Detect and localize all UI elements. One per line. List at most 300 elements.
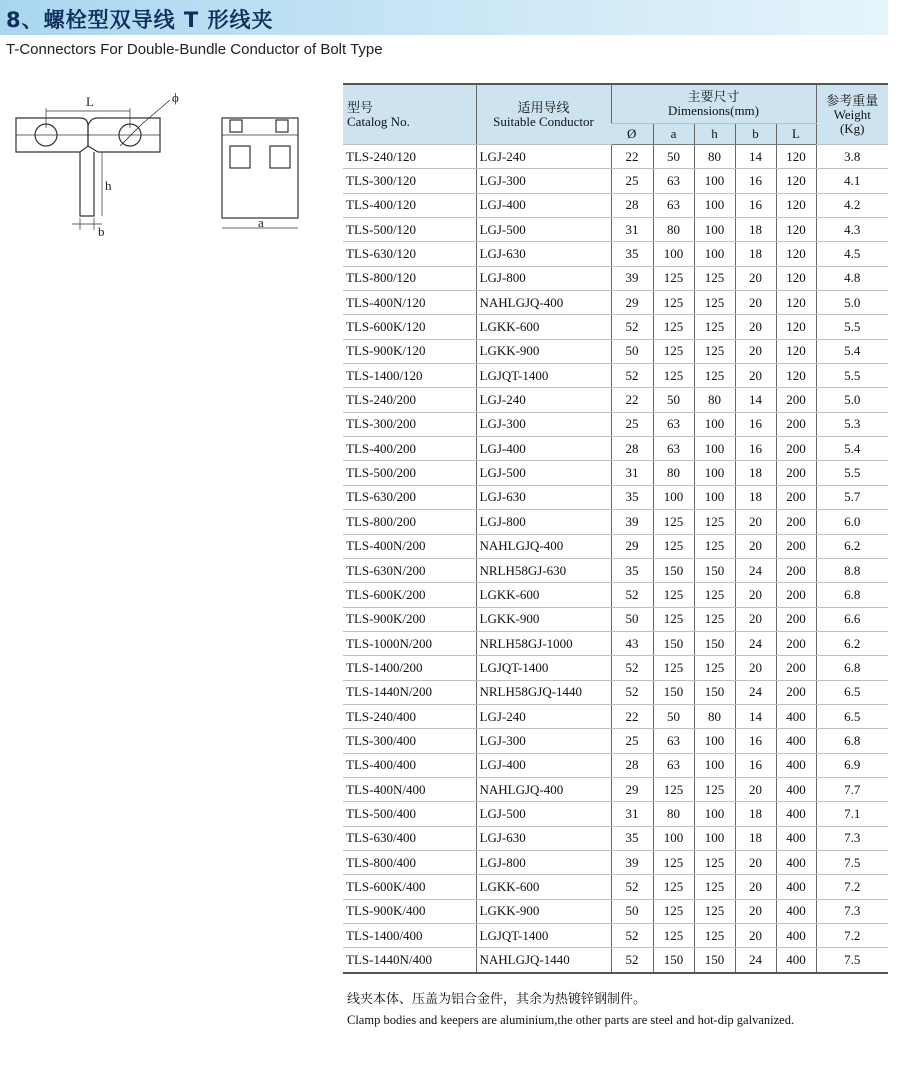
table-cell: 100 [694,461,735,485]
table-cell: 43 [611,631,653,655]
table-cell: 125 [653,291,694,315]
table-cell: 24 [735,558,776,582]
table-cell: LGJ-800 [476,510,611,534]
table-cell: 6.0 [816,510,888,534]
table-cell: 125 [694,534,735,558]
table-row [343,583,888,607]
table-cell: 125 [694,315,735,339]
table-cell: 4.1 [816,169,888,193]
table-row [343,680,888,704]
table-row [343,193,888,217]
table-cell: 63 [653,169,694,193]
table-cell: 100 [694,242,735,266]
table-cell: 200 [776,461,816,485]
table-cell: 125 [653,607,694,631]
table-cell: 20 [735,777,776,801]
table-cell: 7.3 [816,899,888,923]
table-row [343,802,888,826]
table-cell: 120 [776,315,816,339]
table-cell: 24 [735,948,776,973]
table-cell: LGKK-900 [476,607,611,631]
table-row [343,364,888,388]
table-cell: 14 [735,704,776,728]
table-cell: 24 [735,631,776,655]
header-weight: 参考重量 Weight (Kg) [816,84,888,145]
table-cell: 200 [776,412,816,436]
table-cell: 63 [653,193,694,217]
table-cell: 100 [653,485,694,509]
table-cell: 400 [776,704,816,728]
table-cell: 16 [735,169,776,193]
table-cell: 50 [653,704,694,728]
table-cell: 8.8 [816,558,888,582]
table-cell: 125 [694,777,735,801]
header-catalog: 型号 Catalog No. [343,84,476,145]
table-cell: 7.7 [816,777,888,801]
table-cell: 20 [735,266,776,290]
note-english: Clamp bodies and keepers are aluminium,the other parts are steel and hot-dip galvanized. [347,1013,795,1027]
table-cell: 120 [776,218,816,242]
table-cell: NAHLGJQ-400 [476,291,611,315]
table-cell: TLS-800/120 [343,266,476,290]
page-subtitle: T-Connectors For Double-Bundle Conductor of Bolt Type [6,41,383,58]
table-cell: 7.5 [816,948,888,973]
table-cell: 20 [735,899,776,923]
table-cell: 20 [735,510,776,534]
table-cell: TLS-900K/200 [343,607,476,631]
notes [347,988,794,1028]
table-cell: 125 [694,291,735,315]
table-row [343,631,888,655]
table-row [343,291,888,315]
table-cell: TLS-500/120 [343,218,476,242]
table-cell: 125 [653,875,694,899]
table-cell: 120 [776,266,816,290]
table-cell: 400 [776,729,816,753]
table-cell: LGJ-630 [476,485,611,509]
table-cell: TLS-630/120 [343,242,476,266]
table-row [343,266,888,290]
table-cell: 35 [611,558,653,582]
table-cell: TLS-400N/120 [343,291,476,315]
table-cell: 400 [776,948,816,973]
table-cell: TLS-500/400 [343,802,476,826]
table-cell: 52 [611,315,653,339]
table-cell: 52 [611,680,653,704]
table-cell: 100 [694,169,735,193]
table-cell: TLS-900K/400 [343,899,476,923]
table-cell: 120 [776,242,816,266]
table-cell: 120 [776,169,816,193]
table-cell: 80 [694,704,735,728]
table-cell: LGJ-300 [476,412,611,436]
table-row [343,145,888,169]
table-cell: 28 [611,193,653,217]
table-row [343,437,888,461]
table-cell: 120 [776,339,816,363]
table-cell: 6.9 [816,753,888,777]
table-cell: 400 [776,924,816,948]
table-cell: 18 [735,461,776,485]
table-row [343,826,888,850]
table-cell: 100 [653,826,694,850]
table-cell: 52 [611,364,653,388]
table-cell: LGJ-400 [476,193,611,217]
table-cell: 29 [611,777,653,801]
table-cell: 6.5 [816,704,888,728]
table-cell: 20 [735,607,776,631]
table-cell: 20 [735,583,776,607]
subheader-L: L [776,124,816,145]
table-cell: 4.2 [816,193,888,217]
table-row [343,924,888,948]
subheader-a: a [653,124,694,145]
table-cell: 25 [611,412,653,436]
table-cell: 80 [694,145,735,169]
table-cell: TLS-240/120 [343,145,476,169]
table-cell: 25 [611,729,653,753]
table-cell: LGJ-300 [476,729,611,753]
table-cell: 52 [611,656,653,680]
table-cell: 18 [735,802,776,826]
table-cell: 63 [653,437,694,461]
table-cell: TLS-1400/200 [343,656,476,680]
table-cell: NRLH58GJ-1000 [476,631,611,655]
table-cell: TLS-300/400 [343,729,476,753]
table-cell: TLS-300/200 [343,412,476,436]
connector-drawing [8,88,308,238]
table-cell: 5.4 [816,339,888,363]
table-cell: TLS-600K/120 [343,315,476,339]
dim-label-L: L [86,94,94,109]
table-cell: 120 [776,145,816,169]
table-cell: 6.2 [816,631,888,655]
table-cell: 16 [735,193,776,217]
table-cell: 39 [611,510,653,534]
table-cell: LGJ-240 [476,388,611,412]
table-cell: LGKK-900 [476,899,611,923]
table-cell: 16 [735,412,776,436]
t-stem-shape [80,152,94,216]
subheader-h: h [694,124,735,145]
table-row [343,558,888,582]
table-cell: TLS-400N/200 [343,534,476,558]
table-cell: 5.0 [816,388,888,412]
table-cell: 5.5 [816,315,888,339]
table-cell: 24 [735,680,776,704]
table-cell: 80 [653,802,694,826]
table-cell: LGJ-800 [476,266,611,290]
table-cell: 20 [735,291,776,315]
table-cell: 7.3 [816,826,888,850]
table-cell: 400 [776,802,816,826]
table-cell: 400 [776,753,816,777]
table-cell: 125 [694,339,735,363]
table-cell: TLS-1400/400 [343,924,476,948]
table-cell: 400 [776,826,816,850]
table-cell: 6.5 [816,680,888,704]
table-cell: 6.8 [816,583,888,607]
table-cell: 100 [653,242,694,266]
table-cell: 100 [694,826,735,850]
table-cell: LGJ-400 [476,437,611,461]
table-cell: 125 [694,583,735,607]
page-title: 8、螺栓型双导线 T 形线夹 [6,8,274,32]
table-row [343,875,888,899]
table-cell: 4.8 [816,266,888,290]
table-cell: 125 [653,339,694,363]
dim-label-b: b [98,224,105,238]
table-cell: 7.2 [816,875,888,899]
table-cell: 100 [694,193,735,217]
table-cell: 100 [694,218,735,242]
table-cell: 63 [653,729,694,753]
table-cell: 5.3 [816,412,888,436]
table-cell: 5.7 [816,485,888,509]
table-cell: 28 [611,753,653,777]
table-cell: 16 [735,753,776,777]
table-cell: 16 [735,729,776,753]
table-cell: 120 [776,193,816,217]
table-row [343,534,888,558]
spec-table-body [343,145,888,973]
table-cell: 18 [735,218,776,242]
table-cell: 20 [735,924,776,948]
table-cell: 100 [694,437,735,461]
table-cell: LGJQT-1400 [476,924,611,948]
table-cell: TLS-400/200 [343,437,476,461]
table-cell: NAHLGJQ-400 [476,777,611,801]
table-cell: LGJ-630 [476,242,611,266]
table-cell: 20 [735,875,776,899]
spec-table [343,83,888,974]
table-cell: 125 [694,364,735,388]
table-cell: 125 [653,266,694,290]
table-cell: LGJQT-1400 [476,656,611,680]
table-cell: TLS-1400/120 [343,364,476,388]
table-cell: TLS-500/200 [343,461,476,485]
table-cell: 125 [694,656,735,680]
table-cell: 5.5 [816,364,888,388]
table-cell: 400 [776,850,816,874]
table-cell: TLS-800/400 [343,850,476,874]
table-cell: 4.5 [816,242,888,266]
table-cell: 80 [694,388,735,412]
table-cell: 14 [735,388,776,412]
header-conductor: 适用导线 Suitable Conductor [476,84,611,145]
table-row [343,218,888,242]
table-cell: 18 [735,826,776,850]
table-cell: 6.6 [816,607,888,631]
table-cell: NRLH58GJ-630 [476,558,611,582]
table-cell: 3.8 [816,145,888,169]
table-row [343,607,888,631]
table-cell: 125 [694,899,735,923]
table-cell: 50 [611,899,653,923]
table-cell: LGJ-400 [476,753,611,777]
table-cell: TLS-630N/200 [343,558,476,582]
table-cell: LGJQT-1400 [476,364,611,388]
table-cell: LGJ-240 [476,704,611,728]
table-cell: 35 [611,826,653,850]
table-cell: 100 [694,802,735,826]
table-cell: LGJ-300 [476,169,611,193]
table-row [343,315,888,339]
table-cell: 80 [653,461,694,485]
table-cell: 150 [653,558,694,582]
table-cell: TLS-400N/400 [343,777,476,801]
table-cell: TLS-1440N/400 [343,948,476,973]
table-cell: 200 [776,534,816,558]
table-row [343,704,888,728]
table-cell: 125 [653,315,694,339]
table-row [343,169,888,193]
table-cell: 29 [611,291,653,315]
table-cell: 20 [735,534,776,558]
table-cell: 125 [653,510,694,534]
table-cell: 6.8 [816,656,888,680]
table-cell: 5.4 [816,437,888,461]
table-cell: 125 [653,656,694,680]
table-cell: 200 [776,680,816,704]
table-cell: 29 [611,534,653,558]
table-cell: 200 [776,631,816,655]
table-cell: 100 [694,753,735,777]
table-cell: 125 [653,899,694,923]
table-cell: TLS-600K/400 [343,875,476,899]
table-cell: 125 [694,266,735,290]
table-cell: NAHLGJQ-1440 [476,948,611,973]
table-cell: 39 [611,850,653,874]
table-cell: TLS-630/400 [343,826,476,850]
table-cell: 39 [611,266,653,290]
table-cell: TLS-240/400 [343,704,476,728]
subheader-b: b [735,124,776,145]
table-cell: 120 [776,291,816,315]
table-cell: 120 [776,364,816,388]
table-cell: 63 [653,412,694,436]
table-cell: 50 [611,607,653,631]
table-cell: 25 [611,169,653,193]
table-cell: 100 [694,412,735,436]
table-cell: 150 [694,558,735,582]
table-cell: 150 [694,948,735,973]
table-cell: 100 [694,485,735,509]
table-cell: 125 [694,607,735,631]
dim-label-a: a [258,215,264,230]
table-cell: 150 [653,948,694,973]
table-cell: 35 [611,485,653,509]
table-cell: LGJ-240 [476,145,611,169]
table-cell: 14 [735,145,776,169]
table-cell: 150 [653,631,694,655]
table-cell: LGJ-500 [476,461,611,485]
title-bar [0,0,888,35]
table-cell: 52 [611,924,653,948]
table-cell: 150 [694,680,735,704]
table-cell: LGJ-500 [476,218,611,242]
table-cell: 125 [653,534,694,558]
table-row [343,485,888,509]
table-cell: 20 [735,364,776,388]
table-cell: TLS-600K/200 [343,583,476,607]
table-row [343,729,888,753]
table-cell: LGJ-800 [476,850,611,874]
table-cell: 52 [611,875,653,899]
table-cell: TLS-240/200 [343,388,476,412]
table-cell: 400 [776,899,816,923]
table-cell: 20 [735,850,776,874]
table-cell: 52 [611,948,653,973]
table-row [343,850,888,874]
table-row [343,339,888,363]
subheader-phi: Ø [611,124,653,145]
table-cell: 22 [611,388,653,412]
table-cell: 31 [611,802,653,826]
table-cell: 7.5 [816,850,888,874]
table-cell: 200 [776,607,816,631]
table-cell: 200 [776,656,816,680]
header-dimensions: 主要尺寸 Dimensions(mm) [611,84,816,124]
table-row [343,777,888,801]
table-cell: 31 [611,218,653,242]
table-cell: 200 [776,583,816,607]
table-cell: 200 [776,388,816,412]
table-cell: 18 [735,485,776,509]
table-cell: 200 [776,485,816,509]
table-cell: TLS-400/400 [343,753,476,777]
table-cell: 125 [653,924,694,948]
table-cell: LGKK-600 [476,583,611,607]
table-row [343,753,888,777]
table-cell: 400 [776,777,816,801]
table-row [343,388,888,412]
table-cell: 22 [611,704,653,728]
table-cell: 80 [653,218,694,242]
table-cell: 125 [694,875,735,899]
table-cell: 400 [776,875,816,899]
table-cell: 125 [653,583,694,607]
table-row [343,461,888,485]
table-cell: 125 [694,924,735,948]
table-cell: LGJ-500 [476,802,611,826]
table-cell: 31 [611,461,653,485]
table-cell: TLS-1440N/200 [343,680,476,704]
table-cell: 5.0 [816,291,888,315]
table-cell: 18 [735,242,776,266]
table-cell: TLS-900K/120 [343,339,476,363]
table-cell: 20 [735,656,776,680]
dim-label-h: h [105,178,112,193]
table-cell: 125 [694,510,735,534]
table-row [343,412,888,436]
table-cell: LGKK-600 [476,315,611,339]
table-cell: LGKK-600 [476,875,611,899]
table-cell: 35 [611,242,653,266]
table-cell: 50 [653,145,694,169]
table-cell: 52 [611,583,653,607]
dim-label-phi: ϕ [172,90,179,105]
table-row [343,948,888,973]
table-row [343,899,888,923]
table-cell: 6.8 [816,729,888,753]
table-cell: TLS-630/200 [343,485,476,509]
table-cell: 28 [611,437,653,461]
table-cell: NAHLGJQ-400 [476,534,611,558]
table-cell: LGJ-630 [476,826,611,850]
table-cell: TLS-800/200 [343,510,476,534]
table-cell: 5.5 [816,461,888,485]
